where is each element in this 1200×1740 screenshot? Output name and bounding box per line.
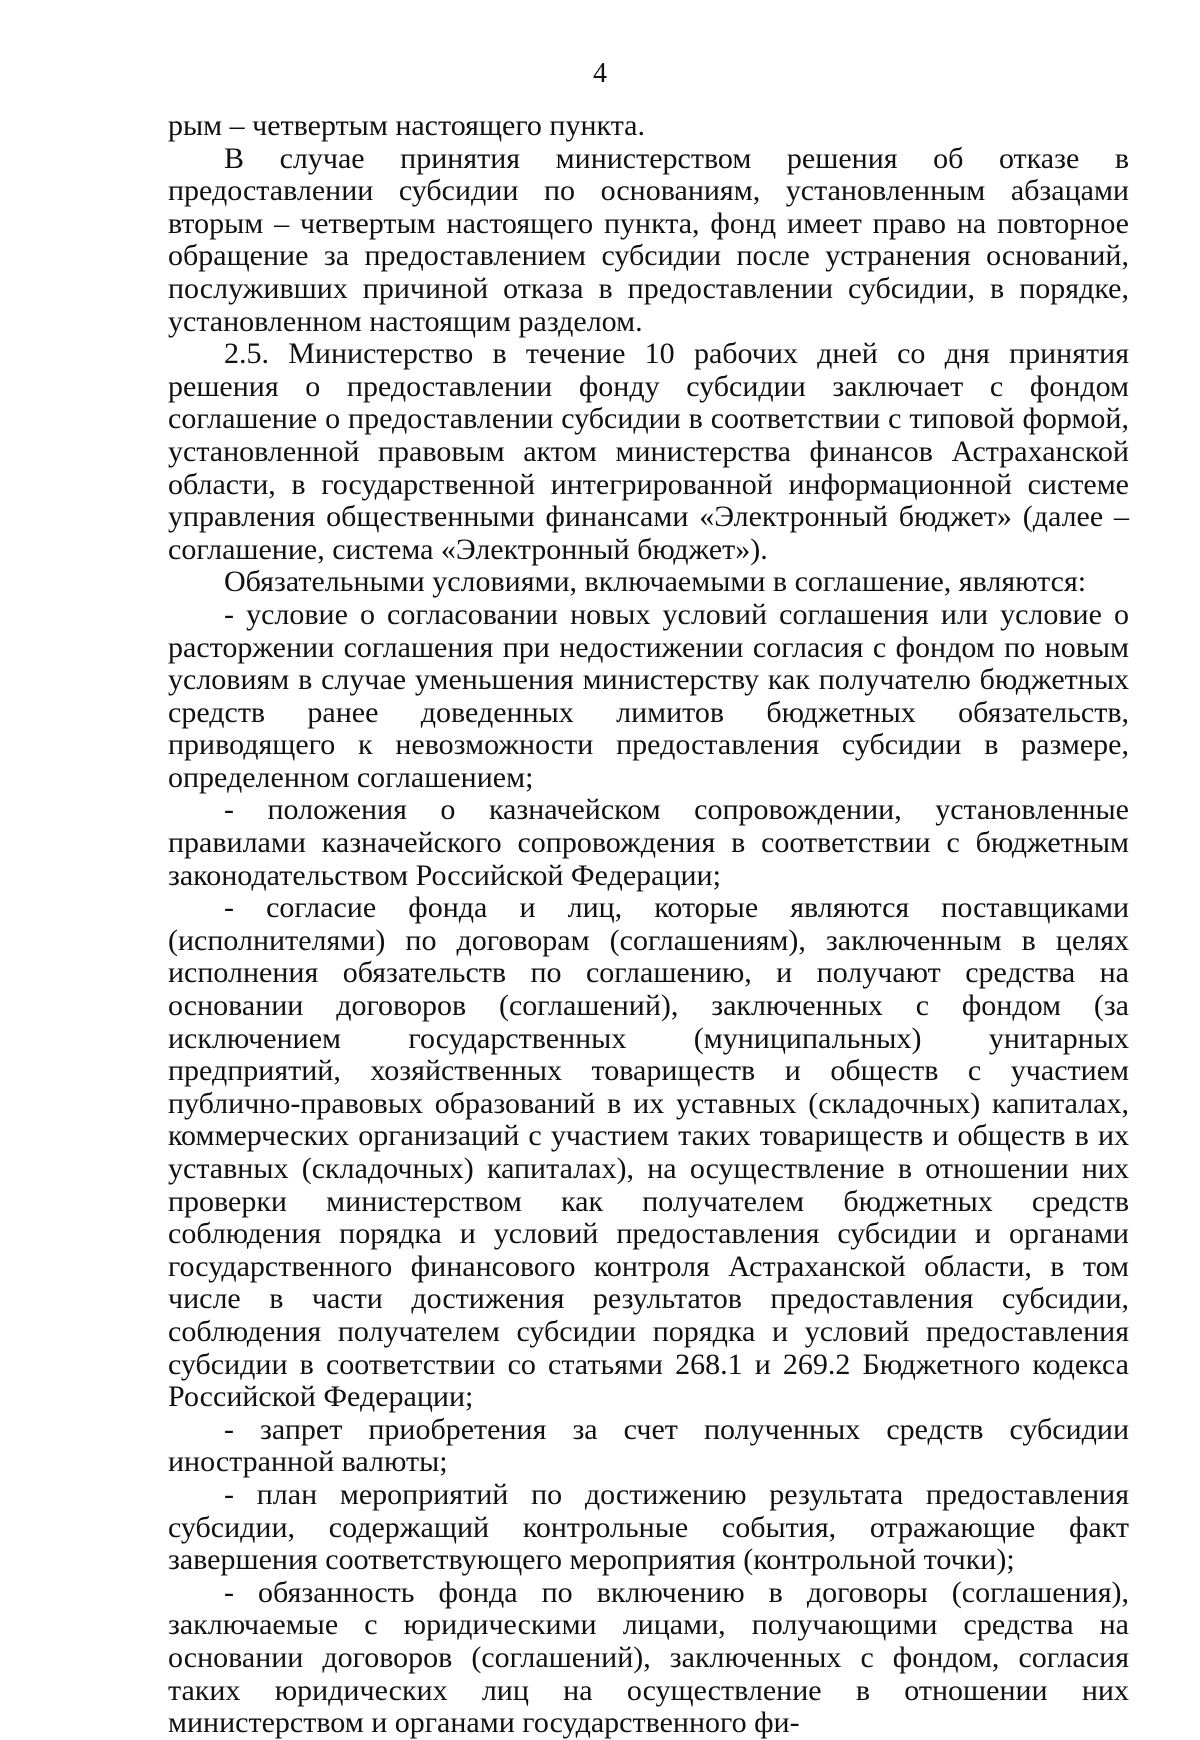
list-item-currency-ban: - запрет приобретения за счет полученных средств субсидии иностранной валюты; [168, 1412, 1129, 1479]
list-item-contract-obligation: - обязанность фонда по включению в договоры (соглашения), заключаемые с юридическими лицами, получающими средства на основании договоров (соглашений), заключенных с фондом, согласия таких юридических лиц на осуществление в отношении них министерством и органами государственного фи- [168, 1575, 1129, 1740]
paragraph-refusal-reapplication: В случае принятия министерством решения об отказе в предоставлении субсидии по основаниям, установленным абзацами вторым – четвертым настоящего пункта, фонд имеет право на повторное обращение за предоставлением субсидии после устранения оснований, послуживших причиной отказа в предоставлении субсидии, в порядке, установленном настоящим разделом. [168, 141, 1129, 338]
list-item-inspection-consent: - согласие фонда и лиц, которые являются поставщиками (исполнителями) по договорам (соглашениям), заключенным в целях исполнения обязательств по соглашению, и получают средства на основании договоров (соглашений), заключенных с фондом (за исключением государственных (муниципальных) унитарных предприятий, хозяйственных товариществ и обществ с участием публично-правовых образований в их уставных (складочных) капиталах, коммерческих организаций с участием таких товариществ и обществ в их уставных (складочных) капиталах), на осуществление в отношении них проверки министерством как получателем бюджетных средств соблюдения порядка и условий предоставления субсидии и органами государственного финансового контроля Астраханской области, в том числе в части достижения результатов предоставления субсидии, соблюдения получателем субсидии порядка и условий предоставления субсидии в соответствии со статьями 268.1 и 269.2 Бюджетного кодекса Российской Федерации; [168, 891, 1129, 1414]
paragraph-mandatory-conditions: Обязательными условиями, включаемыми в соглашение, являются: [224, 565, 1087, 599]
document-body [168, 110, 1129, 1740]
list-item-agreement-terms: - условие о согласовании новых условий соглашения или условие о расторжении соглашения при недостижении согласия с фондом по новым условиям в случае уменьшения министерству как получателю бюджетных средств ранее доведенных лимитов бюджетных обязательств, приводящего к невозможности предоставления субсидии в размере, определенном соглашением; [168, 597, 1129, 794]
paragraph-continuation: рым – четвертым настоящего пункта. [168, 109, 645, 142]
page-number: 4 [593, 58, 607, 89]
list-item-treasury-support: - положения о казначейском сопровождении, установленные правилами казначейского сопровождения в соответствии с бюджетным законодательством Российской Федерации; [168, 793, 1129, 892]
paragraph-2-5-agreement: 2.5. Министерство в течение 10 рабочих дней со дня принятия решения о предоставлении фонду субсидии заключает с фондом соглашение о предоставлении субсидии в соответствии с типовой формой, установленной правовым актом министерства финансов Астраханской области, в государственной интегрированной информационной системе управления общественными финансами «Электронный бюджет» (далее – соглашение, система «Электронный бюджет»). [168, 337, 1129, 566]
list-item-action-plan: - план мероприятий по достижению результата предоставления субсидии, содержащий контрольные события, отражающие факт завершения соответствующего мероприятия (контрольной точки); [168, 1477, 1129, 1577]
